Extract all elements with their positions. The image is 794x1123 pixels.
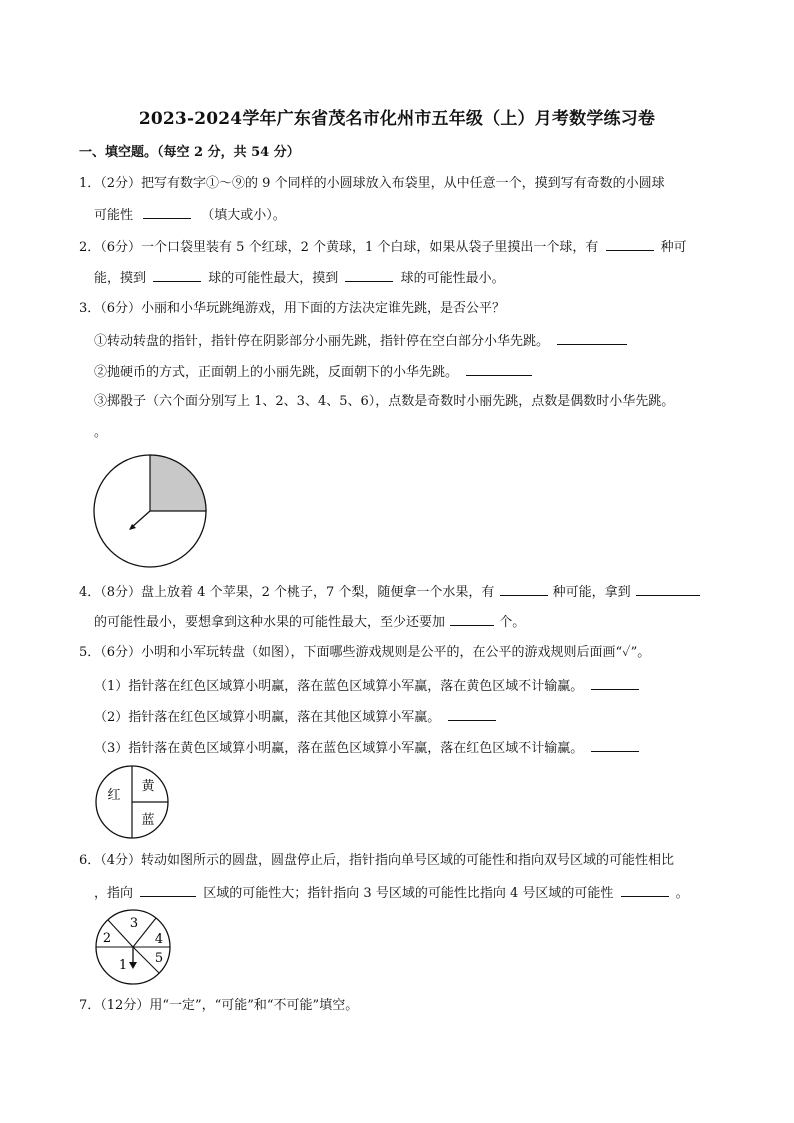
q3-spinner-shaded-sector [150,455,206,511]
q1-answer-blank[interactable] [143,206,191,219]
q5-option-2-text: （2）指针落在红色区域算小明赢，落在其他区域算小军赢。 [94,710,441,725]
q3-line1: 3．（6分）小丽和小华玩跳绳游戏，用下面的方法决定谁先跳，是否公平？ [79,301,506,316]
page-title: 2023-2024学年广东省茂名市化州市五年级（上）月考数学练习卷 [138,109,656,129]
q4-text-d: 个。 [499,615,526,630]
q5-option-3 [94,739,639,757]
q4-line2 [94,613,525,631]
q3-option-1 [94,332,627,350]
q3-option-2-text: ②抛硬币的方式，正面朝上的小丽先跳，反面朝下的小华先跳。 [94,365,459,380]
q5-answer-blank-2[interactable] [448,708,496,721]
q2-text-a: 2．（6分）一个口袋里装有 5 个红球，2 个黄球，1 个白球，如果从袋子里摸出一个球，有 [79,240,599,255]
q3-spinner-figure [92,454,212,574]
q1-line2 [94,206,286,224]
q5-label-yellow: 黄 [141,779,155,794]
q2-text-c: 能，摸到 [94,271,147,286]
q4-text-a: 4．（8分）盘上放着 4 个苹果，2 个桃子，7 个梨，随便拿一个水果，有 [79,585,495,600]
q3-option-2 [94,363,532,381]
q5-option-1-text: （1）指针落在红色区域算小明赢，落在蓝色区域算小军赢，落在黄色区域不计输赢。 [94,679,584,694]
q3-answer-blank-2[interactable] [466,363,532,376]
q6-line1: 6．（4分）转动如图所示的圆盘，圆盘停止后，指针指向单号区域的可能性和指向双号区域的可能性相比 [79,853,675,868]
q6-label-1: 1 [118,958,128,973]
q4-text-c: 的可能性最小，要想拿到这种水果的可能性最大，至少还要加 [94,615,446,630]
q2-line1 [79,238,687,256]
q6-label-5: 5 [154,951,164,966]
q6-label-3: 3 [129,916,139,931]
q6-label-4: 4 [154,932,164,947]
q4-line1 [79,583,700,601]
q2-answer-blank-1[interactable] [606,238,654,251]
q6-answer-blank-1[interactable] [140,884,196,897]
q7-line1: 7．（12分）用“一定”，“可能”和“不可能”填空。 [79,998,359,1013]
q5-option-3-text: （3）指针落在黄色区域算小明赢，落在蓝色区域算小军赢，落在红色区域不计输赢。 [94,741,584,756]
q2-answer-blank-2[interactable] [153,269,201,282]
q4-answer-blank-2[interactable] [636,583,700,596]
q6-text-c: 。 [675,886,689,901]
q5-label-red: 红 [107,788,121,803]
q3-option-3: ③掷骰子（六个面分别写上 1、2、3、4、5、6），点数是奇数时小丽先跳，点数是偶数时小华先跳。 [94,394,675,409]
q1-line1: 1．（2分）把写有数字①～⑨的 9 个同样的小圆球放入布袋里，从中任意一个，摸到写有奇数的小圆球 [79,176,665,191]
q2-text-b: 种可 [660,240,687,255]
q5-line1: 5．（6分）小明和小军玩转盘（如图），下面哪些游戏规则是公平的，在公平的游戏规则后面画“✓”。 [79,645,651,660]
q3-answer-blank-1[interactable] [557,332,627,345]
q4-answer-blank-1[interactable] [500,583,548,596]
q2-text-e: 球的可能性最小。 [400,271,505,286]
q6-answer-blank-2[interactable] [621,884,669,897]
q3-option-3-end: 。 [94,425,108,440]
q2-text-d: 球的可能性最大，摸到 [208,271,339,286]
q6-line2 [94,884,689,902]
q5-label-blue: 蓝 [141,813,155,828]
q5-option-1 [94,677,639,695]
q5-answer-blank-3[interactable] [591,739,639,752]
q5-answer-blank-1[interactable] [591,677,639,690]
q3-option-1-text: ①转动转盘的指针，指针停在阴影部分小丽先跳，指针停在空白部分小华先跳。 [94,334,550,349]
q6-label-2: 2 [102,931,112,946]
section-heading: 一、填空题。（每空 2 分，共 54 分） [79,145,300,160]
q4-answer-blank-3[interactable] [450,613,494,626]
q6-text-b: 区域的可能性大；指针指向 3 号区域的可能性比指向 4 号区域的可能性 [203,886,614,901]
q2-line2 [94,269,505,287]
q6-text-a: ，指向 [94,886,134,901]
q5-spinner-figure [92,764,176,842]
q5-option-2 [94,708,496,726]
q6-spinner-figure [92,908,178,990]
q2-answer-blank-3[interactable] [345,269,393,282]
q1-text-b: （填大或小）。 [201,208,286,223]
q1-text-a: 可能性 [94,208,134,223]
q4-text-b: 种可能，拿到 [552,585,631,600]
